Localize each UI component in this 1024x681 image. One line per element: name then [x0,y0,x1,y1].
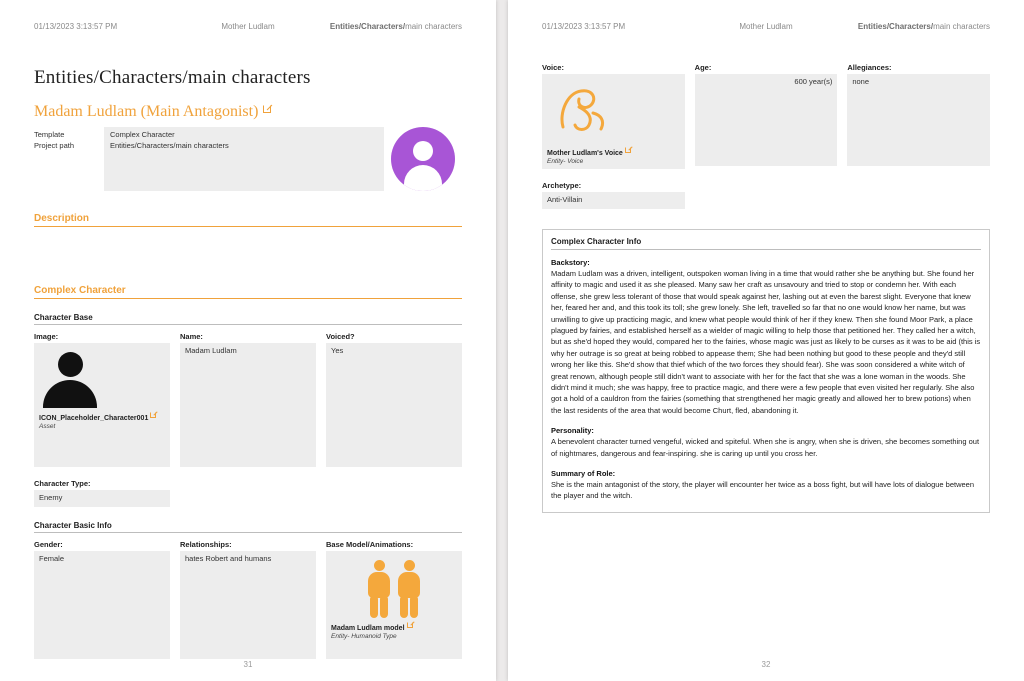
voiced-box: Yes [326,343,462,467]
meta-labels [34,127,104,191]
gender-label: Gender: [34,539,63,549]
field-voiced [326,332,462,467]
person-silhouette-icon [43,350,97,408]
image-label: Image: [34,331,59,341]
base-model-label: Base Model/Animations: [326,539,414,549]
template-value: Complex Character [110,129,175,139]
base-model-asset-text: Madam Ludlam model [331,624,405,632]
page-number-left: 31 [243,660,253,669]
relationships-label: Relationships: [180,539,232,549]
backstory-text: Madam Ludlam was a driven, intelligent, outspoken woman living in a time that would rather she be anything but. She found her affinity to magic and used it as she pleased. Many saw her craft as unsavoury and tried to stop or condemn her. With each offense, she grew less tolerant of those that would speak against her, lashing out at even the barest slight. Everyone that knew her, feared her and, and this took its toll; she grew lonely. She left, travelled so far that no one would know her name, but was unwilling to give up practicing magic, and knew what people would think of her if they knew. Then she found Moor Park, a place plagued by fairies, and established herself as a wielder of magic willing to help those that petitioned her. They called her a witch, but as she'd hoped they would, compared her to the fairies, whose magic was just as likely to be curses as it was to be aid (this is why her outrage is so great at being robbed to appease them; She had been nothing but good to these people and they'd still wrong her like this. She'd show that thief which of the two forces they should fear). She was soon considered a white witch of great renown, although people still didn't want to associate with her for the fact that she was a lone woman in the woods. She didn't mind it much; she was happy, free to practice magic, and there were a few people that even visited her regularly. She also got a hold of a cauldron from the fairies (something that strengthened her magic greatly and allowed her to brew potions) when the last residents of the area that would become Churt, fled, abandoning it. [551,269,981,415]
humanoid-icon [397,560,421,618]
field-gender [34,540,170,659]
meta-values [104,127,384,191]
humanoid-icon [367,560,391,618]
backstory-label: Backstory: [551,258,590,268]
field-spacer-2 [326,479,462,507]
header-breadcrumb [838,22,990,33]
right-page-content [508,33,1024,513]
header-date: 01/13/2023 3:13:57 PM [34,22,118,31]
voice-box [542,74,685,169]
entity-title-text: Madam Ludlam (Main Antagonist) [34,102,259,120]
page-32 [508,0,1024,681]
entity-meta [34,127,462,191]
character-type-label: Character Type: [34,478,91,488]
base-model-asset-sub: Entity- Humanoid Type [331,632,397,640]
project-path-label: Project path [34,141,75,151]
image-box [34,343,170,467]
header-breadcrumb [316,22,462,33]
character-type-fields [34,479,462,507]
character-base-fields [34,332,462,467]
base-model-asset-name[interactable] [331,624,457,633]
voice-waveform-icon [553,83,615,139]
allegiances-box: none [847,74,990,166]
personality-block [551,426,981,459]
entity-title [34,103,462,121]
voiced-label: Voiced? [326,331,355,341]
gender-box: Female [34,551,170,659]
field-spacer-4 [847,181,990,209]
field-character-type [34,479,170,507]
silhouette-head [58,352,83,377]
voice-age-allegiance-fields [542,63,990,169]
humanoid-figures-icon [331,554,457,618]
subsection-character-base: Character Base [34,313,462,325]
age-label: Age: [694,62,712,72]
voice-asset-name-text: Mother Ludlam's Voice [547,149,623,157]
external-link-icon[interactable] [625,147,631,153]
voice-asset-name[interactable] [547,149,680,158]
subsection-character-basic-info: Character Basic Info [34,521,462,533]
voice-label: Voice: [542,62,564,72]
header-project: Mother Ludlam [221,22,275,31]
image-asset-type: Asset [39,422,56,430]
section-description: Description [34,213,462,227]
project-path-value: Entities/Characters/main characters [110,141,229,151]
name-label: Name: [180,331,203,341]
page-header [508,0,1024,33]
backstory-block [551,258,981,416]
external-link-icon[interactable] [263,105,271,113]
field-base-model [326,540,462,659]
voice-asset-sub: Entity- Voice [547,157,584,165]
field-spacer-3 [695,181,838,209]
breadcrumb-path: Entities/Characters/ [857,22,934,31]
avatar-wrap [384,127,462,191]
name-box: Madam Ludlam [180,343,316,467]
silhouette-body [43,380,97,408]
page-number-right: 32 [761,660,771,669]
image-asset-name-text: ICON_Placeholder_Character001 [39,414,149,422]
archetype-box: Anti-Villain [542,192,685,209]
personality-text: A benevolent character turned vengeful, wicked and spiteful. When she is angry, when she is driven, she becomes something out of nightmares, dangerous and fear-inspiring. she is caring up until you cross her. [551,437,980,458]
personality-label: Personality: [551,426,594,436]
section-complex-character: Complex Character [34,285,462,299]
avatar-body-icon [404,165,442,191]
summary-text: She is the main antagonist of the story, the player will encounter her twice as a boss fight, but will have lots of dialogue between the player and the witch. [551,479,975,501]
external-link-icon[interactable] [150,412,156,418]
page-title: Entities/Characters/main characters [34,66,311,88]
relationships-box: hates Robert and humans [180,551,316,659]
base-model-box [326,551,462,659]
character-type-box: Enemy [34,490,170,507]
complex-character-info-panel [542,229,990,513]
archetype-label: Archetype: [542,181,582,191]
avatar [391,127,455,191]
field-voice [542,63,685,169]
allegiances-label: Allegiances: [847,62,892,72]
breadcrumb-leaf: main characters [933,22,990,31]
field-age [695,63,838,169]
archetype-fields [542,181,990,209]
left-page-content [0,67,496,659]
header-date: 01/13/2023 3:13:57 PM [542,22,626,31]
summary-of-role-block [551,469,981,502]
breadcrumb-leaf: main characters [405,22,462,31]
breadcrumb-path: Entities/Characters/ [329,22,406,31]
template-label: Template [34,129,65,139]
header-project: Mother Ludlam [739,22,793,31]
page-31 [0,0,496,681]
avatar-head-icon [413,141,433,161]
basic-info-fields [34,540,462,659]
field-spacer-1 [180,479,316,507]
field-allegiances [847,63,990,169]
external-link-icon[interactable] [407,622,413,628]
field-image [34,332,170,467]
field-archetype [542,181,685,209]
complex-character-info-title: Complex Character Info [551,237,981,250]
age-box: 600 year(s) [695,74,838,166]
image-asset-name[interactable] [39,414,165,423]
field-name [180,332,316,467]
page-header [0,0,496,33]
summary-label: Summary of Role: [551,468,616,478]
field-relationships [180,540,316,659]
